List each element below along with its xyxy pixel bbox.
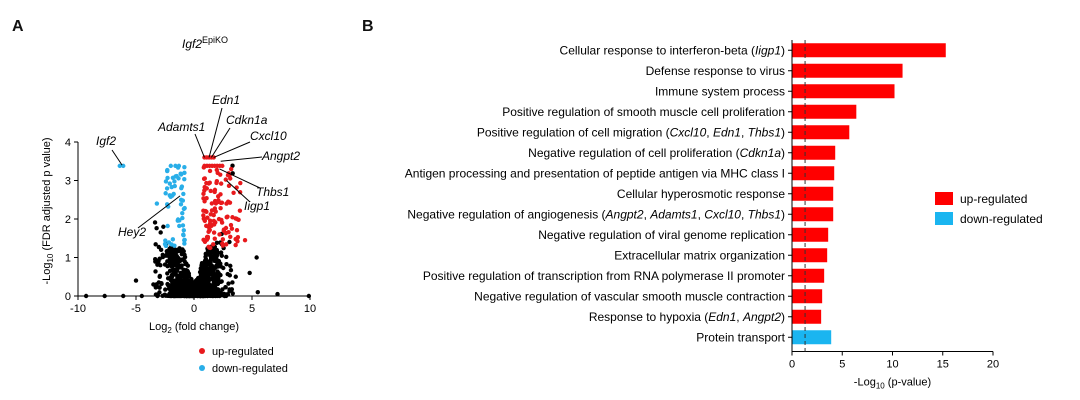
annotation-label: Iigp1 (244, 199, 271, 213)
up-point (220, 220, 224, 224)
category-label: Extracellular matrix organization (614, 248, 785, 263)
category-label: Antigen processing and presentation of peptide antigen via MHC class I (404, 166, 785, 181)
ns-point (208, 289, 212, 293)
up-point (218, 206, 222, 210)
x-tick-label: 10 (303, 303, 317, 315)
down-point (182, 165, 186, 169)
up-point (224, 226, 228, 230)
y-tick-label: 4 (64, 137, 71, 149)
down-point (165, 168, 169, 172)
up-point (231, 191, 235, 195)
bar-up (792, 146, 835, 160)
x-tick-label: 5 (839, 358, 846, 371)
up-point (229, 167, 233, 171)
down-point (180, 184, 184, 188)
ns-point (217, 294, 221, 298)
down-point (181, 223, 185, 227)
ns-point (156, 259, 160, 263)
ns-point (161, 225, 165, 229)
annotation-label: Edn1 (212, 93, 241, 107)
x-tick-label: 5 (248, 303, 256, 315)
bar-up (792, 248, 827, 262)
up-point (233, 243, 237, 247)
annotation-label: Cxcl10 (250, 129, 287, 143)
ns-point (203, 255, 207, 259)
up-point (202, 177, 206, 181)
ns-point (159, 248, 163, 252)
ns-point (219, 279, 223, 283)
up-point (208, 246, 212, 250)
ns-point (201, 275, 205, 279)
volcano-highlight-points (118, 155, 216, 168)
up-point (238, 181, 242, 185)
up-point (219, 181, 223, 185)
ns-point (84, 294, 88, 298)
up-point (225, 215, 229, 219)
ns-point (171, 282, 175, 286)
bar-up (792, 64, 903, 78)
ns-point (181, 286, 185, 290)
ns-point (179, 274, 183, 278)
down-point (182, 238, 186, 242)
category-label: Negative regulation of cell proliferation (Cdkn1a) (528, 145, 785, 160)
up-point (209, 189, 213, 193)
panel-a-label: A (12, 18, 24, 35)
x-tick-label: 20 (986, 358, 1000, 371)
ns-point (168, 252, 172, 256)
up-point (201, 192, 205, 196)
down-point (179, 198, 183, 202)
up-point (243, 238, 247, 242)
down-point (182, 177, 186, 181)
up-point (215, 179, 219, 183)
up-point (217, 232, 221, 236)
up-point (213, 236, 217, 240)
up-point (208, 169, 212, 173)
category-label: Cellular response to interferon-beta (Iigp1) (559, 43, 785, 58)
ns-point (183, 262, 187, 266)
down-point (176, 218, 180, 222)
ns-point (221, 266, 225, 270)
up-point (212, 222, 216, 226)
x-tick-label: -5 (131, 303, 141, 315)
ns-point (201, 266, 205, 270)
ns-point (198, 270, 202, 274)
volcano-title: $Igf2^{EpiKO}$ (181, 35, 229, 51)
x-tick-label: 0 (788, 358, 796, 371)
ns-point (215, 254, 219, 258)
annotation-label: Cdkn1a (226, 113, 268, 127)
ns-point (191, 285, 195, 289)
up-point (212, 230, 216, 234)
category-label: Protein transport (696, 330, 785, 345)
down-point (182, 207, 186, 211)
bar-legend (935, 192, 1043, 226)
ns-point (163, 262, 167, 266)
x-tick-label: -10 (70, 303, 86, 315)
down-point (169, 164, 173, 168)
ns-point (211, 273, 215, 277)
legend-label: down-regulated (212, 363, 288, 375)
ns-point (228, 273, 232, 277)
up-point (202, 217, 206, 221)
down-point (163, 242, 167, 246)
ns-point (216, 264, 220, 268)
annotation-leader (112, 150, 122, 165)
annotation-label: Thbs1 (256, 185, 290, 199)
up-point (202, 199, 206, 203)
category-label: Positive regulation of smooth muscle cell proliferation (502, 104, 785, 119)
ns-point (186, 271, 190, 275)
down-point (163, 191, 167, 195)
annotation-label: Adamts1 (158, 120, 206, 134)
category-label: Negative regulation of viral genome replication (538, 227, 785, 242)
up-point (208, 181, 212, 185)
up-point (235, 217, 239, 221)
y-axis-label: -Log$_{10}$ (FDR adjusted p value) (41, 137, 55, 285)
down-point (180, 211, 184, 215)
ns-point (205, 293, 209, 297)
up-point (230, 226, 234, 230)
up-point (221, 237, 225, 241)
ns-point (166, 283, 170, 287)
ns-point (256, 290, 260, 294)
down-point (171, 237, 175, 241)
up-point (238, 208, 242, 212)
ns-point (179, 291, 183, 295)
up-point (235, 228, 239, 232)
ns-point (218, 273, 222, 277)
ns-point (159, 281, 163, 285)
up-point (220, 241, 224, 245)
category-label: Defense response to virus (645, 63, 785, 78)
legend-swatch (935, 192, 953, 205)
bar-category-labels (405, 43, 786, 344)
ns-point (200, 293, 204, 297)
down-point (168, 195, 172, 199)
bar-up (792, 105, 856, 119)
ns-point (222, 294, 226, 298)
up-point (220, 164, 224, 168)
annotation-label: Igf2 (96, 134, 117, 148)
up-point (204, 224, 208, 228)
category-label: Positive regulation of transcription from RNA polymerase II promoter (422, 268, 785, 283)
ns-point (207, 276, 211, 280)
ns-point (176, 287, 180, 291)
ns-point (170, 294, 174, 298)
category-label: Negative regulation of angiogenesis (Angpt2, Adamts1, Cxcl10, Thbs1) (407, 207, 785, 222)
ns-point (157, 290, 161, 294)
y-tick-label: 2 (64, 214, 71, 226)
down-point (176, 176, 180, 180)
ns-point (307, 294, 311, 298)
ns-point (134, 278, 138, 282)
ns-point (163, 287, 167, 291)
bar-up (792, 289, 822, 303)
down-point (165, 186, 169, 190)
up-point (213, 206, 217, 210)
down-point (172, 179, 176, 183)
ns-point (206, 280, 210, 284)
ns-point (224, 262, 228, 266)
y-tick-label: 1 (64, 252, 71, 265)
panel-b-label: B (362, 18, 374, 35)
down-point (181, 192, 185, 196)
ns-point (226, 281, 230, 285)
y-tick-label: 3 (64, 175, 71, 188)
bar-up (792, 310, 821, 324)
x-axis-label: Log$_2$ (fold change) (148, 321, 240, 335)
up-point (216, 198, 220, 202)
legend-label: up-regulated (212, 346, 274, 358)
ns-point (153, 220, 157, 224)
category-label: Positive regulation of cell migration (Cxcl10, Edn1, Thbs1) (476, 125, 785, 140)
annotation-leader (138, 196, 180, 228)
up-point (208, 221, 212, 225)
up-point (216, 194, 220, 198)
category-label: Immune system process (654, 84, 785, 99)
bar-up (792, 228, 828, 242)
ns-point (224, 255, 228, 259)
ns-point (195, 278, 199, 282)
up-point (212, 190, 216, 194)
up-point (204, 210, 208, 214)
ns-point (215, 269, 219, 273)
ns-point (195, 294, 199, 298)
ns-point (153, 242, 157, 246)
up-point (215, 171, 219, 175)
ns-point (207, 252, 211, 256)
ns-point (140, 294, 144, 298)
up-point (224, 201, 228, 205)
volcano-annotations (96, 93, 300, 239)
legend-marker (199, 348, 205, 354)
ns-point (220, 287, 224, 291)
ns-point (204, 269, 208, 273)
ns-point (208, 261, 212, 265)
ns-point (228, 264, 232, 268)
ns-point (170, 274, 174, 278)
annotation-leader (195, 134, 204, 157)
down-point (164, 179, 168, 183)
bar-up (792, 187, 833, 201)
annotation-label: Angpt2 (262, 149, 301, 163)
ns-point (212, 280, 216, 284)
category-label: Negative regulation of vascular smooth muscle contraction (474, 289, 785, 304)
ns-point (173, 278, 177, 282)
ns-point (153, 269, 157, 273)
ns-point (230, 280, 234, 284)
ns-point (210, 294, 214, 298)
legend-label: down-regulated (960, 212, 1043, 226)
up-point (208, 228, 212, 232)
annotation-label: Hey2 (118, 225, 147, 239)
ns-point (202, 284, 206, 288)
down-point (180, 216, 184, 220)
category-label: Response to hypoxia (Edn1, Angpt2) (588, 309, 785, 324)
bar-up (792, 43, 946, 57)
ns-point (234, 275, 238, 279)
bar-up (792, 269, 824, 283)
ns-point (172, 263, 176, 267)
bar-up (792, 84, 895, 98)
x-tick-label: 15 (936, 358, 949, 371)
down-point (155, 201, 159, 205)
bar-down (792, 330, 831, 344)
ns-point (121, 294, 125, 298)
ns-point (215, 289, 219, 293)
ns-point (201, 289, 205, 293)
down-point (181, 233, 185, 237)
up-point (206, 235, 210, 239)
down-point (182, 228, 186, 232)
ns-point (217, 259, 221, 263)
ns-point (158, 263, 162, 267)
bar-up (792, 125, 849, 139)
ns-point (175, 258, 179, 262)
y-tick-label: 0 (64, 291, 71, 303)
up-point (228, 235, 232, 239)
x-tick-label: 10 (886, 358, 899, 371)
bar-up (792, 207, 833, 221)
up-point (224, 242, 228, 246)
ns-point (158, 274, 162, 278)
down-point (177, 224, 181, 228)
bar-up (792, 166, 834, 180)
legend-marker (199, 365, 205, 371)
annotation-leader (211, 128, 230, 157)
legend-label: up-regulated (960, 192, 1028, 206)
ns-point (254, 255, 258, 259)
ns-point (151, 282, 155, 286)
ns-point (230, 287, 234, 291)
bars (792, 43, 946, 344)
ns-point (154, 226, 158, 230)
ns-point (175, 267, 179, 271)
ns-point (229, 268, 233, 272)
x-axis-label: -Log$_{10}$ (p-value) (853, 376, 932, 391)
up-point (202, 185, 206, 189)
down-point (165, 224, 169, 228)
ns-point (247, 271, 251, 275)
legend-swatch (935, 212, 953, 225)
ns-point (212, 248, 216, 252)
down-point (179, 202, 183, 206)
ns-point (189, 280, 193, 284)
down-point (177, 164, 181, 168)
volcano-legend (199, 346, 288, 375)
ns-point (180, 247, 184, 251)
ns-point (102, 294, 106, 298)
volcano-plot (0, 0, 360, 400)
ns-point (173, 249, 177, 253)
ns-point (186, 293, 190, 297)
category-label: Cellular hyperosmotic response (616, 186, 785, 201)
down-point (167, 240, 171, 244)
ns-point (161, 255, 165, 259)
ns-point (168, 258, 172, 262)
up-point (211, 242, 215, 246)
down-point (169, 185, 173, 189)
go-bar-chart (360, 0, 1080, 400)
ns-point (219, 250, 223, 254)
annotation-leader (221, 157, 262, 161)
ns-point (275, 292, 279, 296)
up-point (235, 239, 239, 243)
down-point (179, 172, 183, 176)
x-tick-label: 0 (190, 303, 198, 315)
ns-point (211, 265, 215, 269)
ns-point (158, 230, 162, 234)
